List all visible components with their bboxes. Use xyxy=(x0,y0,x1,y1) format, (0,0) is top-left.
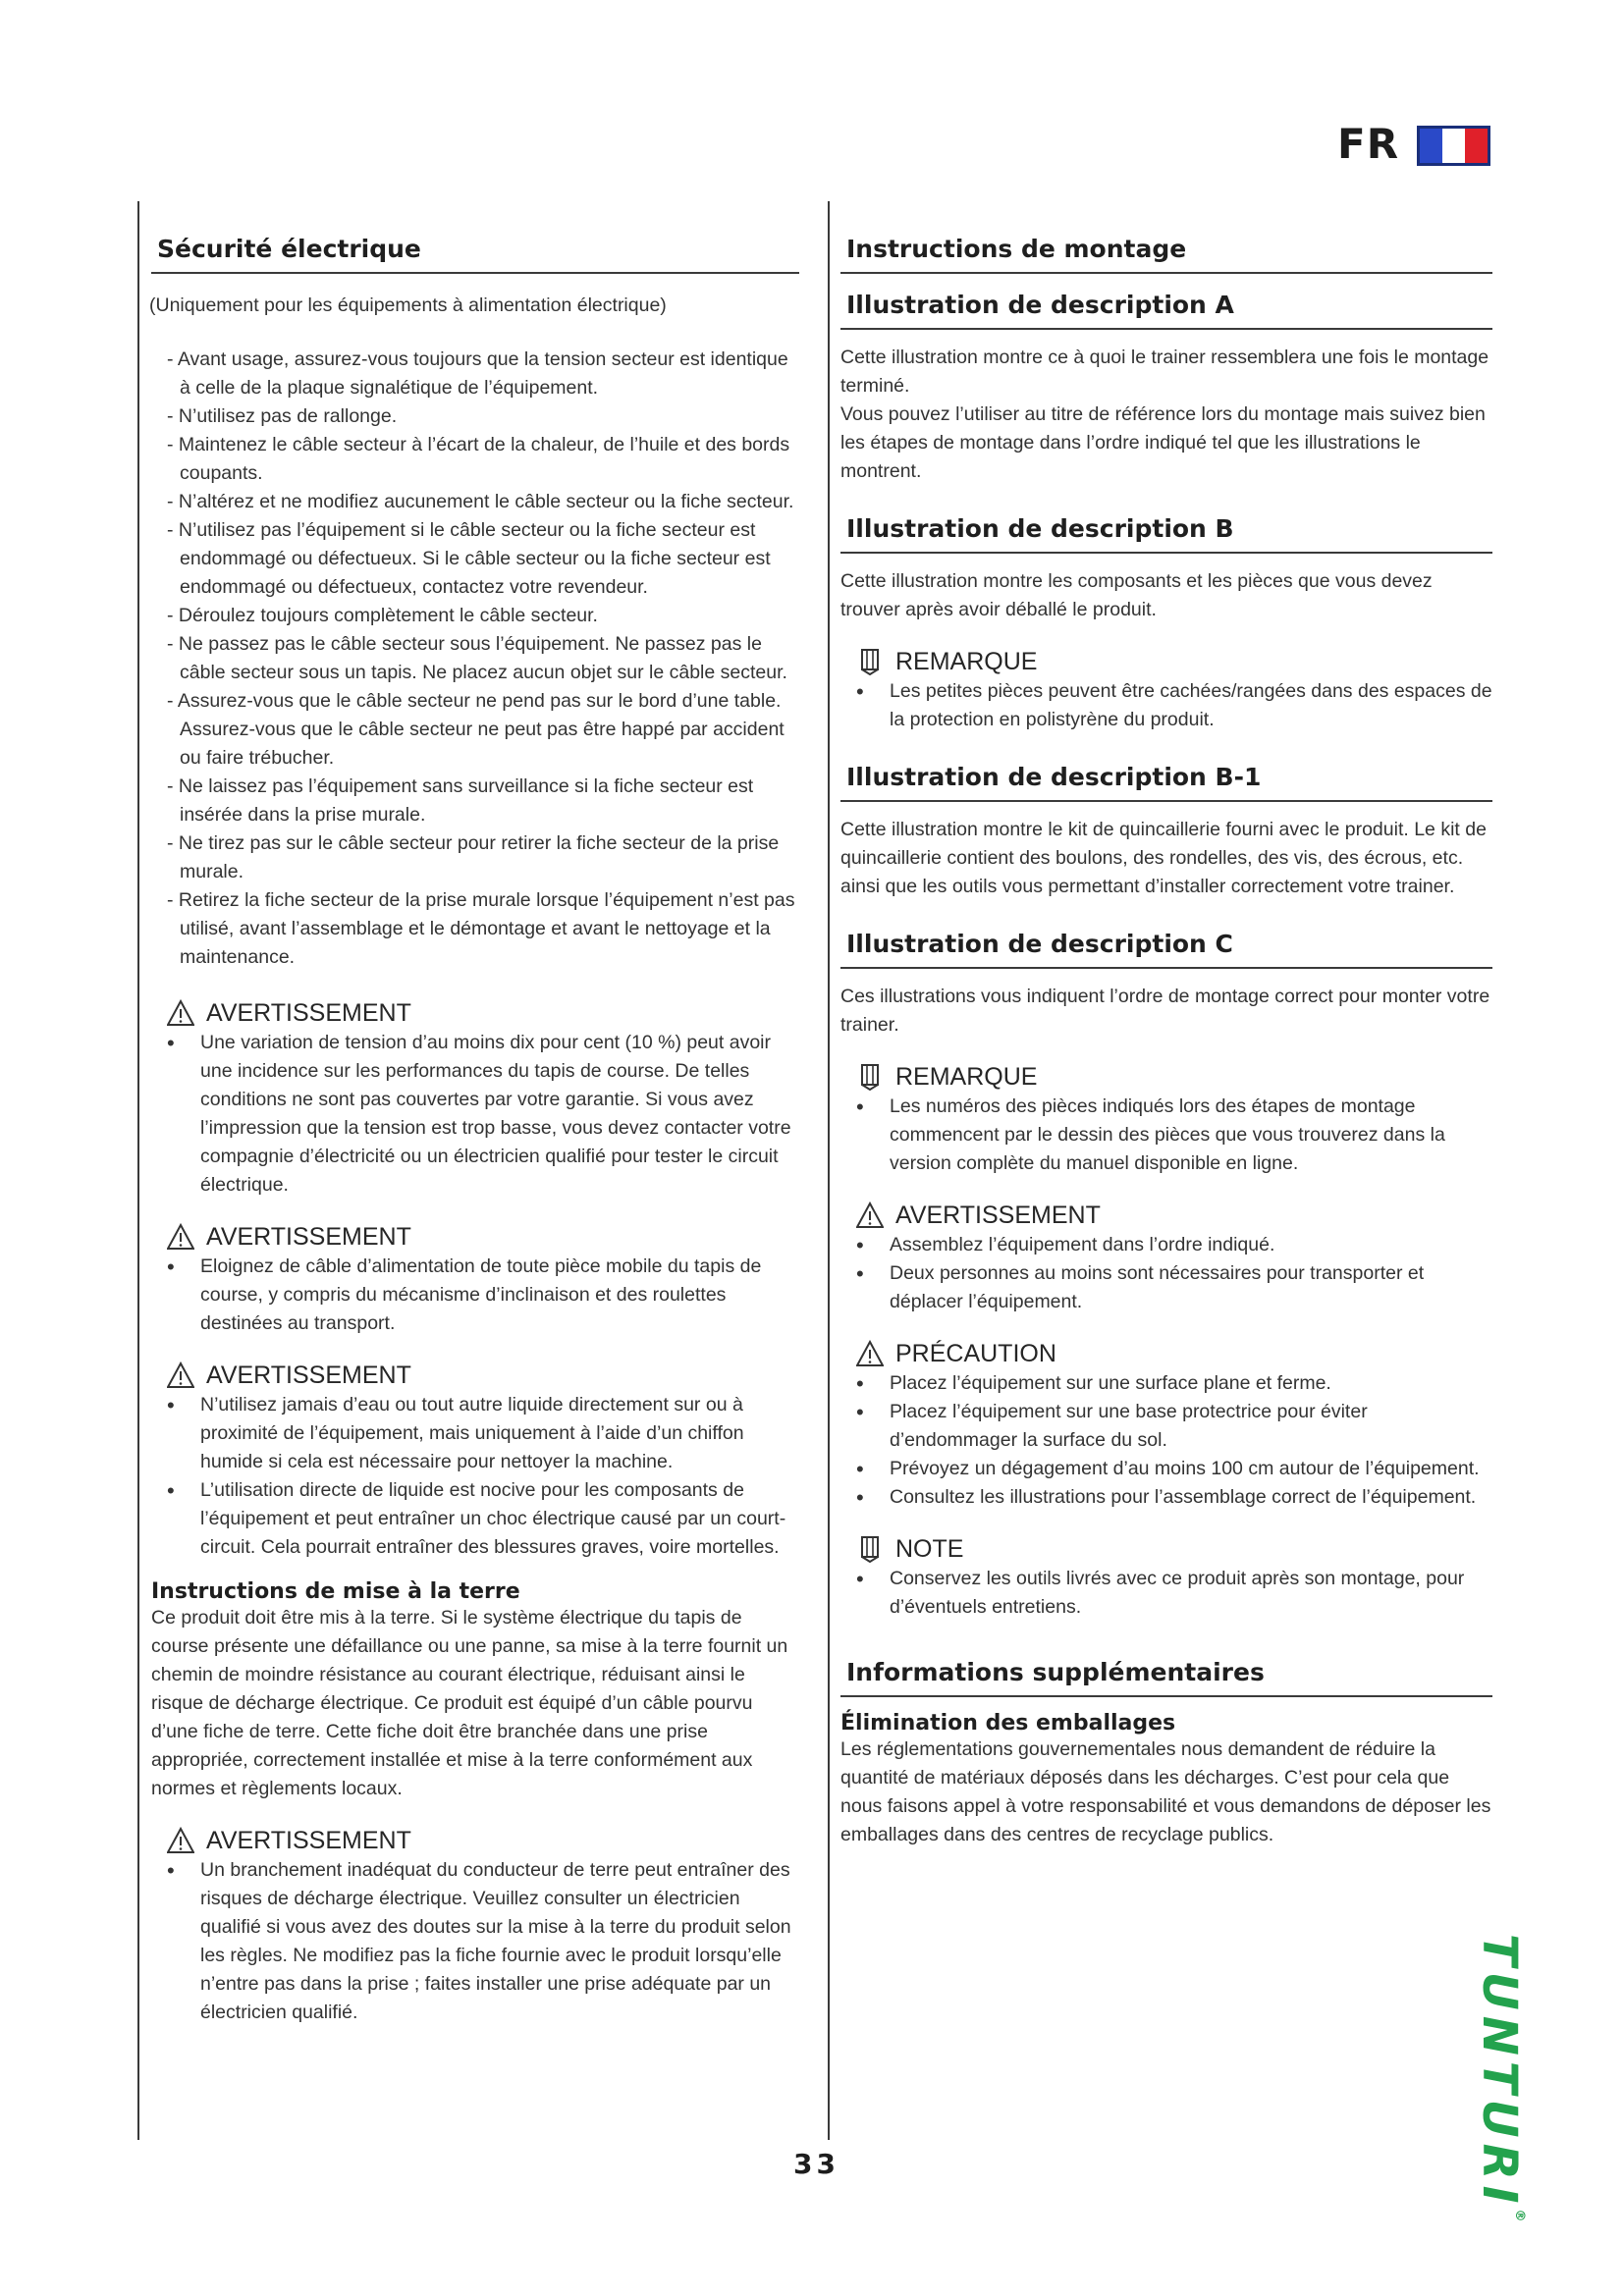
illustration-b1-text: Cette illustration montre le kit de quincaillerie fourni avec le produit. Le kit de quincaillerie contient des boulons, des rondelles, des vis, des écrous, etc. ainsi que les outils vous permettant d’installer correctement votre trainer. xyxy=(840,819,1487,897)
warning-heading xyxy=(167,1360,799,1391)
warning-triangle-icon xyxy=(167,1827,194,1854)
illustration-a-text-2: Vous pouvez l’utiliser au titre de référence lors du montage mais suivez bien les étapes de montage dans l’ordre indiqué tel que les illustrations le montrent. xyxy=(840,403,1486,482)
note-heading xyxy=(856,1533,1492,1565)
list-item: • L’utilisation directe de liquide est nocive pour les composants de l’équipement et peut entraîner un choc électrique causé par un court-circuit. Cela pourrait entraîner des blessures graves, voire mortelles. xyxy=(167,1476,799,1562)
list-item: - Maintenez le câble secteur à l’écart de la chaleur, de l’huile et des bords coupants. xyxy=(167,434,790,484)
warning-triangle-icon xyxy=(167,999,194,1027)
left-column xyxy=(151,228,799,2027)
electrical-subtitle: (Uniquement pour les équipements à alimentation électrique) xyxy=(149,294,667,316)
packaging-disposal-title: Élimination des emballages xyxy=(840,1711,1176,1735)
french-flag-icon xyxy=(1417,126,1490,166)
note-list xyxy=(856,1565,1492,1622)
illustration-b-text: Cette illustration montre les composants et les pièces que vous devez trouver après avoir déballé le produit. xyxy=(840,570,1433,620)
page-number: 33 xyxy=(793,2148,839,2180)
remark-label: REMARQUE xyxy=(895,1063,1038,1091)
remark-heading xyxy=(856,1061,1492,1093)
list-item: - N’utilisez pas de rallonge. xyxy=(167,405,398,427)
warning-list xyxy=(167,1029,799,1200)
warning-label: AVERTISSEMENT xyxy=(206,1223,411,1251)
caution-block xyxy=(840,1338,1492,1512)
list-item: • Consultez les illustrations pour l’assemblage correct de l’équipement. xyxy=(856,1483,1492,1512)
electrical-safety-list xyxy=(167,346,799,972)
warning-list xyxy=(856,1231,1492,1316)
remark-block xyxy=(840,1061,1492,1178)
warning-heading xyxy=(167,1825,799,1856)
list-item: • Les numéros des pièces indiqués lors des étapes de montage commencent par le dessin des pièces que vous trouverez dans la version complète du manuel disponible en ligne. xyxy=(856,1093,1492,1178)
section-title-additional-info: Informations supplémentaires xyxy=(840,1651,1492,1697)
list-item: - N’utilisez pas l’équipement si le câble secteur ou la fiche secteur est endommagé ou défectueux. Si le câble secteur ou la fiche secteur est endommagé ou défectueux, contactez votre revendeur. xyxy=(167,519,771,598)
center-column-rule xyxy=(828,201,830,2140)
warning-label: AVERTISSEMENT xyxy=(895,1201,1101,1229)
note-block xyxy=(840,1533,1492,1622)
warning-block xyxy=(840,1200,1492,1316)
note-icon xyxy=(856,1535,884,1563)
list-item: • Une variation de tension d’au moins dix pour cent (10 %) peut avoir une incidence sur les performances du tapis de course. De telles conditions ne sont pas couvertes par votre garantie. Si vous avez l’impression que la tension est trop basse, vous devez contacter votre compagnie d’électricité ou un électricien qualifié pour tester le circuit électrique. xyxy=(167,1029,799,1200)
list-item: • N’utilisez jamais d’eau ou tout autre liquide directement sur ou à proximité de l’équipement, mais uniquement à l’aide d’un chiffon humide si cela est nécessaire pour nettoyer la machine. xyxy=(167,1391,799,1476)
warning-label: AVERTISSEMENT xyxy=(206,1362,411,1389)
right-column xyxy=(840,228,1492,1849)
section-title-illustration-b: Illustration de description B xyxy=(840,507,1492,554)
registered-mark: ® xyxy=(1512,2209,1527,2222)
warning-list xyxy=(167,1253,799,1338)
packaging-disposal-text: Les réglementations gouvernementales nous demandent de réduire la quantité de matériaux déposés dans les décharges. C’est pour cela que nous faisons appel à votre responsabilité et vous demandons de déposer les emballages dans des centres de recyclage publics. xyxy=(840,1738,1491,1845)
remark-heading xyxy=(856,646,1492,677)
caution-list xyxy=(856,1369,1492,1512)
list-item: • Les petites pièces peuvent être cachées/rangées dans des espaces de la protection en polistyrène du produit. xyxy=(856,677,1492,734)
remark-list xyxy=(856,1093,1492,1178)
warning-heading xyxy=(167,1221,799,1253)
list-item: • Deux personnes au moins sont nécessaires pour transporter et déplacer l’équipement. xyxy=(856,1259,1492,1316)
list-item: • Prévoyez un dégagement d’au moins 100 cm autour de l’équipement. xyxy=(856,1455,1492,1483)
caution-label: PRÉCAUTION xyxy=(895,1340,1056,1367)
warning-list xyxy=(167,1856,799,2027)
list-item: - Retirez la fiche secteur de la prise murale lorsque l’équipement n’est pas utilisé, avant l’assemblage et le démontage et avant le nettoyage et la maintenance. xyxy=(167,889,795,968)
list-item: - N’altérez et ne modifiez aucunement le câble secteur ou la fiche secteur. xyxy=(167,491,794,512)
language-code: FR xyxy=(1337,120,1400,168)
list-item: - Avant usage, assurez-vous toujours que la tension secteur est identique à celle de la plaque signalétique de l’équipement. xyxy=(167,348,788,399)
list-item: • Placez l’équipement sur une surface plane et ferme. xyxy=(856,1369,1492,1398)
remark-label: REMARQUE xyxy=(895,648,1038,675)
remark-block xyxy=(840,646,1492,734)
left-column-rule xyxy=(137,201,139,2140)
tunturi-logo xyxy=(1472,1934,1527,2221)
note-label: NOTE xyxy=(895,1535,964,1563)
section-title-illustration-c: Illustration de description C xyxy=(840,923,1492,969)
warning-triangle-icon xyxy=(167,1223,194,1251)
list-item: • Conservez les outils livrés avec ce produit après son montage, pour d’éventuels entretiens. xyxy=(856,1565,1492,1622)
warning-triangle-icon xyxy=(856,1201,884,1229)
warning-block xyxy=(151,1825,799,2027)
list-item: • Assemblez l’équipement dans l’ordre indiqué. xyxy=(856,1231,1492,1259)
illustration-c-text: Ces illustrations vous indiquent l’ordre de montage correct pour monter votre trainer. xyxy=(840,986,1490,1036)
warning-block xyxy=(151,1221,799,1338)
section-title-assembly: Instructions de montage xyxy=(840,228,1492,274)
warning-triangle-icon xyxy=(856,1340,884,1367)
warning-block xyxy=(151,997,799,1200)
list-item: - Ne laissez pas l’équipement sans surveillance si la fiche secteur est insérée dans la prise murale. xyxy=(167,775,754,826)
list-item: - Assurez-vous que le câble secteur ne pend pas sur le bord d’une table. Assurez-vous que le câble secteur ne peut pas être happé par accident ou faire trébucher. xyxy=(167,690,785,769)
warning-heading xyxy=(167,997,799,1029)
list-item: • Placez l’équipement sur une base protectrice pour éviter d’endommager la surface du sol. xyxy=(856,1398,1492,1455)
flag-stripe-blue xyxy=(1420,129,1442,163)
warning-heading xyxy=(856,1200,1492,1231)
warning-label: AVERTISSEMENT xyxy=(206,999,411,1027)
warning-label: AVERTISSEMENT xyxy=(206,1827,411,1854)
list-item: • Un branchement inadéquat du conducteur de terre peut entraîner des risques de décharge électrique. Veuillez consulter un électricien qualifié si vous avez des doutes sur la mise à la terre du produit selon les règles. Ne modifiez pas la fiche fournie avec le produit lorsqu’elle n’entre pas dans la prise ; faites installer une prise adéquate par un électricien qualifié. xyxy=(167,1856,799,2027)
warning-list xyxy=(167,1391,799,1562)
flag-stripe-white xyxy=(1442,129,1465,163)
warning-triangle-icon xyxy=(167,1362,194,1389)
grounding-text: Ce produit doit être mis à la terre. Si le système électrique du tapis de course présente une défaillance ou une panne, sa mise à la terre fournit un chemin de moindre résistance au courant électrique, réduisant ainsi le risque de décharge électrique. Ce produit est équipé d’un câble pourvu d’une fiche de terre. Cette fiche doit être branchée dans une prise appropriée, correctement installée et mise à la terre conformément aux normes et règlements locaux. xyxy=(151,1607,788,1799)
list-item: • Eloignez de câble d’alimentation de toute pièce mobile du tapis de course, y compris du mécanisme d’inclinaison et des roulettes destinées au transport. xyxy=(167,1253,799,1338)
section-title-illustration-a: Illustration de description A xyxy=(840,284,1492,330)
section-title-illustration-b1: Illustration de description B-1 xyxy=(840,756,1492,802)
brand-name: TUNTURI xyxy=(1472,1934,1527,2210)
list-item: - Ne tirez pas sur le câble secteur pour retirer la fiche secteur de la prise murale. xyxy=(167,832,780,882)
remark-list xyxy=(856,677,1492,734)
section-title-electrical-safety: Sécurité électrique xyxy=(151,228,799,274)
warning-block xyxy=(151,1360,799,1562)
flag-stripe-red xyxy=(1465,129,1488,163)
grounding-title: Instructions de mise à la terre xyxy=(151,1579,520,1604)
list-item: - Déroulez toujours complètement le câble secteur. xyxy=(167,605,598,626)
list-item: - Ne passez pas le câble secteur sous l’équipement. Ne passez pas le câble secteur sous un tapis. Ne placez aucun objet sur le câble secteur. xyxy=(167,633,787,683)
caution-heading xyxy=(856,1338,1492,1369)
note-icon xyxy=(856,648,884,675)
note-icon xyxy=(856,1063,884,1091)
illustration-a-text: Cette illustration montre ce à quoi le trainer ressemblera une fois le montage terminé. xyxy=(840,347,1489,397)
